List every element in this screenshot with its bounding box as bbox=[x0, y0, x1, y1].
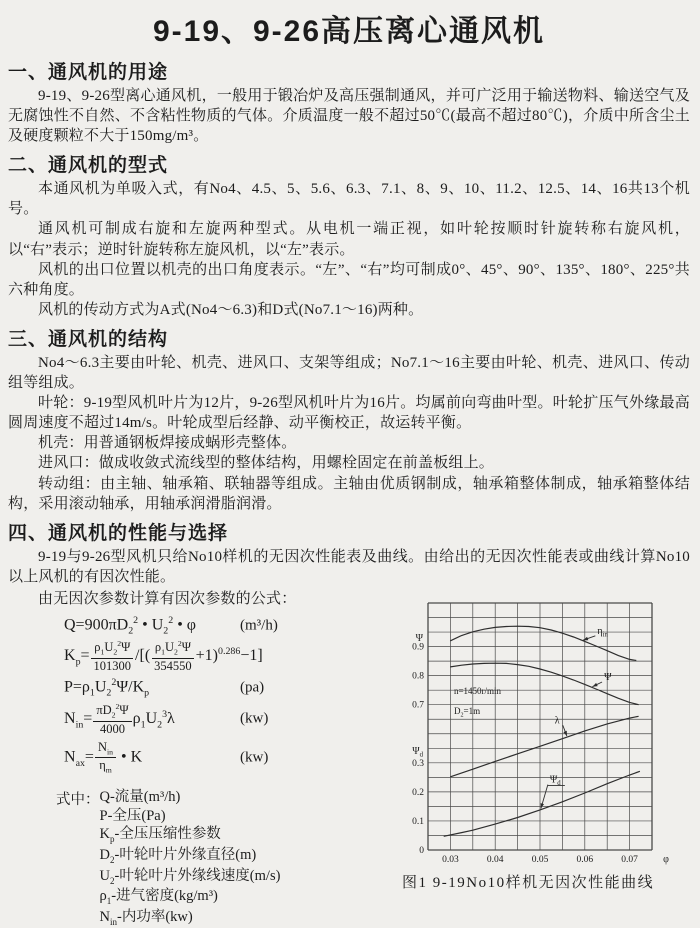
section-heading: 四、通风机的性能与选择 bbox=[8, 522, 229, 544]
paragraph: 风机的传动方式为A式(No4～6.3)和D式(No7.1～16)两种。 bbox=[38, 301, 424, 318]
where-lead: 式中： bbox=[56, 791, 100, 808]
svg-text:0: 0 bbox=[419, 845, 424, 856]
paragraph: 风机的出口位置以机壳的出口角度表示。“左”、“右”均可制成0°、45°、90°、135°、180°、225°共六种角度。 bbox=[8, 261, 690, 298]
page-title: 9-19、9-26高压离心通风机 bbox=[152, 15, 546, 48]
svg-text:0.2: 0.2 bbox=[412, 787, 424, 798]
paragraph: 叶轮：9-19型风机叶片为12片，9-26型风机叶片为16片。均属前向弯曲叶型。叶轮扩压气外缘最高圆周速度不超过14m/s。叶轮成型后经静、动平衡校正，故运转平衡。 bbox=[8, 395, 690, 432]
formula-row bbox=[8, 615, 398, 637]
paragraph: 9-19、9-26型离心通风机，一般用于锻冶炉及高压强制通风，并可广泛用于输送物料、输送空气及无腐蚀性不自然、不含粘性物质的气体。介质温度一般不超过50℃(最高不超过80℃)，介质中所含尘土及硬度颗粒不大于150mg/m³。 bbox=[8, 88, 690, 145]
where-item: $K_p-$全压压缩性参数 bbox=[99, 826, 221, 845]
svg-text:0.9: 0.9 bbox=[412, 642, 424, 653]
paragraph: 进风口：做成收敛式流线型的整体结构，用螺栓固定在前盖板组上。 bbox=[38, 455, 495, 472]
section-heading: 一、通风机的用途 bbox=[8, 62, 169, 83]
paragraph: 转动组：由主轴、轴承箱、联轴器等组成。主轴由优质钢制成，轴承箱整体制成，轴承箱整体结构，采用滚动轴承，用轴承润滑脂润滑。 bbox=[8, 475, 690, 512]
formula-row bbox=[8, 677, 398, 699]
svg-text:0.07: 0.07 bbox=[621, 854, 638, 865]
svg-text:0.06: 0.06 bbox=[576, 854, 594, 865]
svg-text:0.05: 0.05 bbox=[531, 854, 549, 865]
svg-text:0.3: 0.3 bbox=[412, 758, 424, 769]
performance-chart bbox=[398, 589, 698, 865]
section-heading: 二、通风机的型式 bbox=[8, 155, 169, 177]
formula-unit: (kw) bbox=[240, 710, 269, 727]
where-item: $U_2-$叶轮叶片外缘线速度(m/s) bbox=[99, 867, 281, 886]
svg-text:Ψ: Ψ bbox=[604, 671, 612, 683]
section-heading: 三、通风机的结构 bbox=[8, 328, 169, 350]
paragraph: 通风机可制成右旋和左旋两种型式。从电机一端正视，如叶轮按顺时针旋转称右旋风机，以“右”表示；逆时针旋转称左旋风机，以“左”表示。 bbox=[8, 221, 690, 258]
svg-text:Ψd: $\Psi_d$ bbox=[412, 746, 423, 759]
section-performance bbox=[8, 518, 690, 928]
performance-columns bbox=[8, 589, 690, 928]
formula-expression: $K_p=$ $\frac{\rho_1U_2^2\Psi}{101300}$ /[( $\frac{\rho_1U_2^2\Psi}{354550}$ +1)$^{0.286}$−1] bbox=[64, 639, 263, 674]
formula-unit: (pa) bbox=[240, 679, 265, 696]
formula-expression: $N_{in}=$ $\frac{\pi D_2^2\Psi}{4000}$ $\rho_1U_2^3\lambda$ bbox=[64, 701, 175, 736]
formula-list bbox=[8, 615, 398, 776]
svg-text:0.7: 0.7 bbox=[412, 700, 424, 711]
where-item: $D_2-$叶轮叶片外缘直径(m) bbox=[99, 846, 257, 865]
where-items bbox=[100, 788, 281, 928]
formula-expression: $P=\rho_1U_2^2\Psi/K_p$ bbox=[64, 677, 150, 699]
document-sections bbox=[8, 57, 690, 514]
formula-unit: (kw) bbox=[240, 749, 269, 766]
where-item: $\rho_1-$进气密度(kg/m³) bbox=[99, 888, 218, 906]
paragraph: 9-19与9-26型风机只给No10样机的无因次性能表及曲线。由给出的无因次性能表或曲线计算No10以上风机的有因次性能。 bbox=[8, 548, 690, 585]
where-item: Q-流量(m³/h) bbox=[99, 788, 181, 805]
formula-unit: (m³/h) bbox=[240, 617, 278, 634]
svg-text:n=1450r/min: n=1450r/min bbox=[453, 685, 502, 696]
where-item: $N_{in}-$内功率(kw) bbox=[99, 908, 193, 927]
paragraph: 机壳：用普通钢板焊接成蜗形壳整体。 bbox=[38, 435, 297, 452]
svg-text:0.03: 0.03 bbox=[442, 854, 459, 865]
paragraph: No4～6.3主要由叶轮、机壳、进风口、支架等组成；No7.1～16主要由叶轮、机壳、进风口、传动组等组成。 bbox=[8, 354, 690, 392]
formula-intro: 由无因次参数计算有因次参数的公式： bbox=[38, 590, 297, 607]
svg-text:Ψd: $\Psi_d$ bbox=[549, 774, 561, 787]
figure-caption: 图1 9-19No10样机无因次性能曲线 bbox=[402, 874, 655, 891]
svg-text:φ: φ bbox=[663, 853, 669, 865]
svg-text:D2=1m: $D_2=1m$ bbox=[453, 705, 481, 719]
svg-text:λ: λ bbox=[554, 715, 560, 727]
paragraph: 本通风机为单吸入式，有No4、4.5、5、5.6、6.3、7.1、8、9、10、11.2、12.5、14、16共13个机号。 bbox=[8, 181, 690, 218]
formula-row bbox=[8, 703, 398, 736]
where-item: P-全压(Pa) bbox=[99, 807, 166, 824]
svg-text:Ψ: Ψ bbox=[415, 632, 423, 644]
formula-expression: $Q=900\pi D_2^2$ • $U_2^2$ • φ bbox=[64, 614, 197, 637]
performance-chart-figure bbox=[398, 589, 698, 892]
svg-text:0.1: 0.1 bbox=[412, 816, 424, 827]
formula-row bbox=[8, 740, 398, 776]
svg-text:0.8: 0.8 bbox=[412, 671, 424, 682]
svg-text:ηin: $\eta_{in}$ bbox=[597, 625, 608, 639]
svg-text:0.04: 0.04 bbox=[486, 854, 504, 865]
formula-column bbox=[8, 589, 398, 928]
formula-row bbox=[8, 640, 398, 673]
where-clause bbox=[8, 788, 398, 928]
formula-expression: $N_{ax}=$ $\frac{N_{in}}{\eta_m}$ • K bbox=[64, 739, 143, 775]
